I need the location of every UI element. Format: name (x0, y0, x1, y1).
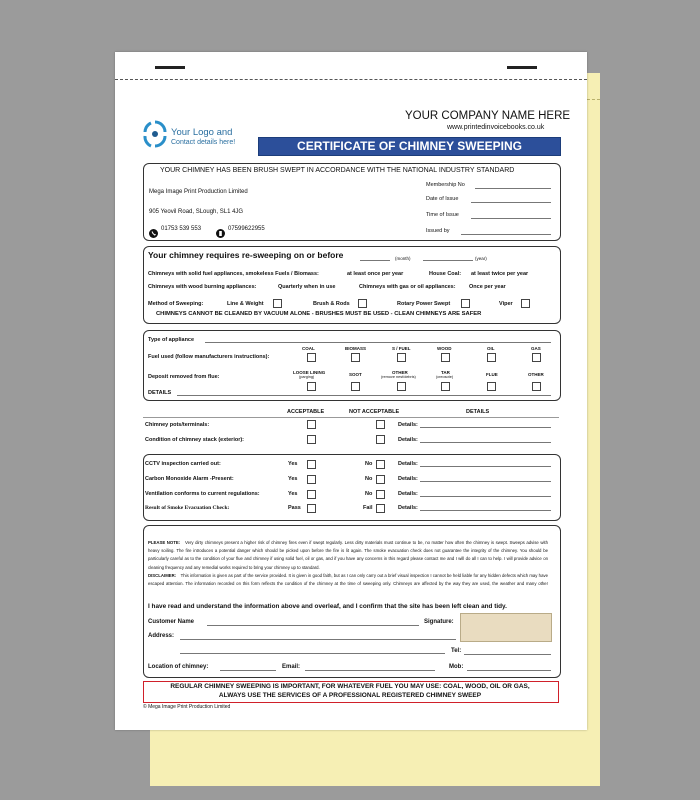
ventilation-yes-label: Yes (288, 491, 298, 497)
deposit-tar-note: (creosote) (436, 375, 454, 379)
fuel-coal-checkbox[interactable] (307, 353, 316, 362)
acceptable-header: ACCEPTABLE (287, 409, 325, 415)
fuel-sfuel-checkbox[interactable] (397, 353, 406, 362)
method-viper-checkbox[interactable] (521, 299, 530, 308)
business-mobile: 07599622955 (228, 226, 265, 232)
copyright: © Mega Image Print Production Limited (143, 704, 231, 710)
logo-icon (143, 120, 167, 153)
disclaimer-text: This information is given as part of the service provided. It is given in good faith, but as I can only carry out a brief visual inspection I cannot be held liable for any hidden defects which may have escaped attention. The information recorded on this form reflects the condition of the chimney at the time of sweeping only. Chimneys are affected by the way they are used, the weather and many other (148, 572, 548, 587)
cctv-no-checkbox[interactable] (376, 460, 385, 469)
stack-details-field[interactable] (420, 442, 551, 443)
smoke-fail-label: Fail (363, 505, 373, 511)
deposit-other2-label: OTHER (528, 372, 544, 377)
appliance-type-field[interactable] (205, 342, 551, 343)
deposit-flue-checkbox[interactable] (487, 382, 496, 391)
method-viper-label: Viper (499, 301, 513, 307)
logo-text: Your Logo and (171, 127, 233, 138)
month-label: (month) (395, 256, 411, 261)
time-of-issue-label: Time of Issue (426, 212, 459, 218)
date-of-issue-field[interactable] (471, 202, 551, 203)
deposit-soot-label: SOOT (349, 372, 362, 377)
ventilation-no-label: No (365, 491, 373, 497)
signature-label: Signature: (424, 619, 454, 625)
location-label: Location of chimney: (148, 664, 209, 670)
perforation-line (115, 79, 587, 80)
fuel-sfuel-label: S / FUEL (392, 346, 411, 351)
footer-line-1: REGULAR CHIMNEY SWEEPING IS IMPORTANT, FOR WHATEVER FUEL YOU MAY USE: COAL, WOOD, OIL OR GAS, (170, 683, 530, 690)
address-field[interactable] (180, 639, 456, 640)
house-coal-label: House Coal: (429, 271, 462, 277)
membership-no-label: Membership No (426, 182, 465, 188)
gas-oil-frequency: Once per year (469, 284, 506, 290)
deposit-label: Deposit removed from flue: (148, 374, 220, 380)
deposit-loose-lining-checkbox[interactable] (307, 382, 316, 391)
smoke-fail-checkbox[interactable] (376, 504, 385, 513)
deposit-tar-label: TAR (441, 370, 450, 375)
method-brush-rods-checkbox[interactable] (358, 299, 367, 308)
method-line-weight-label: Line & Weight (227, 301, 264, 307)
certificate-title: CERTIFICATE OF CHIMNEY SWEEPING (258, 137, 561, 156)
appliance-details-label: DETAILS (148, 390, 172, 396)
mob-label: Mob: (449, 664, 464, 670)
method-line-weight-checkbox[interactable] (273, 299, 282, 308)
co-alarm-no-checkbox[interactable] (376, 475, 385, 484)
deposit-other2-checkbox[interactable] (532, 382, 541, 391)
issued-by-field[interactable] (461, 234, 551, 235)
method-label: Method of Sweeping: (148, 301, 204, 307)
method-brush-rods-label: Brush & Rods (313, 301, 350, 307)
pots-details-field[interactable] (420, 427, 551, 428)
fuel-oil-checkbox[interactable] (487, 353, 496, 362)
deposit-soot-checkbox[interactable] (351, 382, 360, 391)
vacuum-warning: CHIMNEYS CANNOT BE CLEANED BY VACUUM ALONE - BRUSHES MUST BE USED - CLEAN CHIMNEYS ARE SAFER (156, 311, 482, 317)
signature-field[interactable] (460, 613, 552, 642)
fuel-used-label: Fuel used (follow manufacturers instructions): (148, 354, 270, 360)
method-rotary-checkbox[interactable] (461, 299, 470, 308)
please-note-text: Very dirty chimneys present a higher risk of chimney fires even if swept regularly. Less dirty materials must continue to be, no matter how often the chimney is swept. Sweeps advise with heavy soiling. The fire introduces a potential danger which should be picked upon before the fire is lit again. The smoke evacuation check does not guarantee the integrity of the chimney. You should be particularly careful as to the condition of your flue and chimney if using solid fuel, oil or gas, and if you have any concerns in this regard please contact me and I will do all I can to help. I will provide advice on cleaning frequency and any remedial works required to bring your chimney up to standard. (148, 540, 548, 570)
pots-details-label: Details: (398, 422, 418, 428)
year-label: (year) (475, 256, 487, 261)
fuel-gas-checkbox[interactable] (532, 353, 541, 362)
co-alarm-label: Carbon Monoxide Alarm -Present: (145, 476, 234, 482)
cctv-details-label: Details: (398, 461, 418, 467)
solid-fuel-frequency: at least once per year (347, 271, 404, 277)
cctv-yes-label: Yes (288, 461, 298, 467)
deposit-other-note: (remove nest/debris) (381, 375, 416, 379)
fuel-wood-label: WOOD (437, 346, 452, 351)
co-alarm-details-label: Details: (398, 476, 418, 482)
smoke-details-label: Details: (398, 505, 418, 511)
fuel-oil-label: OIL (487, 346, 495, 351)
fine-print (148, 537, 548, 589)
stack-not-acceptable-checkbox[interactable] (376, 435, 385, 444)
ventilation-details-field[interactable] (420, 496, 551, 497)
resweep-heading: Your chimney requires re-sweeping on or before (148, 250, 344, 260)
punch-mark (507, 66, 537, 69)
business-address: 905 Yeovil Road, SLough, SL1 4JG (149, 209, 244, 215)
wood-frequency: Quarterly when in use (278, 284, 336, 290)
smoke-pass-label: Pass (288, 505, 301, 511)
ventilation-yes-checkbox[interactable] (307, 490, 316, 499)
appliance-type-label: Type of appliance (148, 337, 195, 343)
membership-no-field[interactable] (475, 188, 551, 189)
cctv-details-field[interactable] (420, 466, 551, 467)
ventilation-label: Ventilation conforms to current regulations: (145, 491, 260, 497)
solid-fuel-label: Chimneys with solid fuel appliances, smokeless Fuels / Biomass: (148, 271, 319, 277)
customer-name-field[interactable] (207, 625, 419, 626)
customer-name-label: Customer Name (148, 619, 195, 625)
pots-acceptable-checkbox[interactable] (307, 420, 316, 429)
fuel-biomass-label: BIOMASS (345, 346, 367, 351)
deposit-other-label: OTHER (392, 370, 408, 375)
deposit-loose-lining-label: LOOSE LINING (293, 370, 326, 375)
not-acceptable-header: NOT ACCEPTABLE (349, 409, 400, 415)
cctv-no-label: No (365, 461, 373, 467)
punch-mark (155, 66, 185, 69)
issued-by-label: Issued by (426, 228, 450, 234)
co-alarm-yes-label: Yes (288, 476, 298, 482)
gas-oil-label: Chimneys with gas or oil appliances: (359, 284, 456, 290)
footer-line-2: ALWAYS USE THE SERVICES OF A PROFESSIONAL REGISTERED CHIMNEY SWEEP (218, 692, 482, 699)
pots-not-acceptable-checkbox[interactable] (376, 420, 385, 429)
cctv-label: CCTV inspection carried out: (145, 461, 221, 467)
deposit-flue-label: FLUE (486, 372, 498, 377)
resweep-month-field[interactable] (360, 260, 390, 261)
co-alarm-yes-checkbox[interactable] (307, 475, 316, 484)
details-header: DETAILS (466, 409, 490, 415)
mobile-icon (216, 225, 225, 243)
disclaimer-label: DISCLAIMER: (148, 572, 177, 578)
business-name: Mega Image Print Production Limited (149, 189, 248, 195)
co-alarm-details-field[interactable] (420, 481, 551, 482)
stack-condition-label: Condition of chimney stack (exterior): (145, 437, 245, 443)
smoke-pass-checkbox[interactable] (307, 504, 316, 513)
location-field[interactable] (220, 670, 276, 671)
email-field[interactable] (305, 670, 435, 671)
address-label: Address: (148, 633, 175, 639)
method-rotary-label: Rotary Power Swept (397, 301, 451, 307)
ventilation-details-label: Details: (398, 491, 418, 497)
deposit-tar-checkbox[interactable] (441, 382, 450, 391)
tel-label: Tel: (451, 648, 462, 654)
fuel-biomass-checkbox[interactable] (351, 353, 360, 362)
please-note-label: PLEASE NOTE: (148, 540, 181, 545)
condition-divider (143, 417, 559, 418)
cctv-yes-checkbox[interactable] (307, 460, 316, 469)
fuel-wood-checkbox[interactable] (441, 353, 450, 362)
stack-details-label: Details: (398, 437, 418, 443)
fuel-coal-label: COAL (302, 346, 315, 351)
company-name: YOUR COMPANY NAME HERE (405, 110, 571, 122)
ventilation-no-checkbox[interactable] (376, 490, 385, 499)
phone-icon (149, 225, 158, 243)
tel-field[interactable] (464, 654, 551, 655)
business-phone: 01753 539 553 (161, 226, 202, 232)
house-coal-frequency: at least twice per year (471, 271, 529, 277)
swept-statement: YOUR CHIMNEY HAS BEEN BRUSH SWEPT IN ACCORDANCE WITH THE NATIONAL INDUSTRY STANDARD (160, 167, 515, 174)
smoke-check-label: Result of Smoke Evacuation Check: (145, 505, 230, 511)
time-of-issue-field[interactable] (471, 218, 551, 219)
deposit-loose-lining-note: (parging) (299, 375, 315, 379)
fuel-gas-label: GAS (531, 346, 541, 351)
logo-subtext: Contact details here! (171, 139, 236, 146)
mob-field[interactable] (467, 670, 551, 671)
certificate-sheet (115, 52, 587, 730)
confirmation-statement: I have read and understand the information above and overleaf, and I confirm that the site has been left clean and tidy. (148, 603, 507, 610)
wood-label: Chimneys with wood burning appliances: (148, 284, 257, 290)
date-of-issue-label: Date of Issue (426, 196, 459, 202)
email-label: Email: (282, 664, 301, 670)
resweep-year-field[interactable] (423, 260, 473, 261)
stack-acceptable-checkbox[interactable] (307, 435, 316, 444)
address-field-2[interactable] (180, 653, 445, 654)
company-website: www.printedinvoicebooks.co.uk (447, 124, 545, 131)
appliance-details-field[interactable] (177, 395, 551, 396)
smoke-details-field[interactable] (420, 510, 551, 511)
deposit-other-checkbox[interactable] (397, 382, 406, 391)
co-alarm-no-label: No (365, 476, 373, 482)
chimney-pots-label: Chimney pots/terminals: (145, 422, 210, 428)
